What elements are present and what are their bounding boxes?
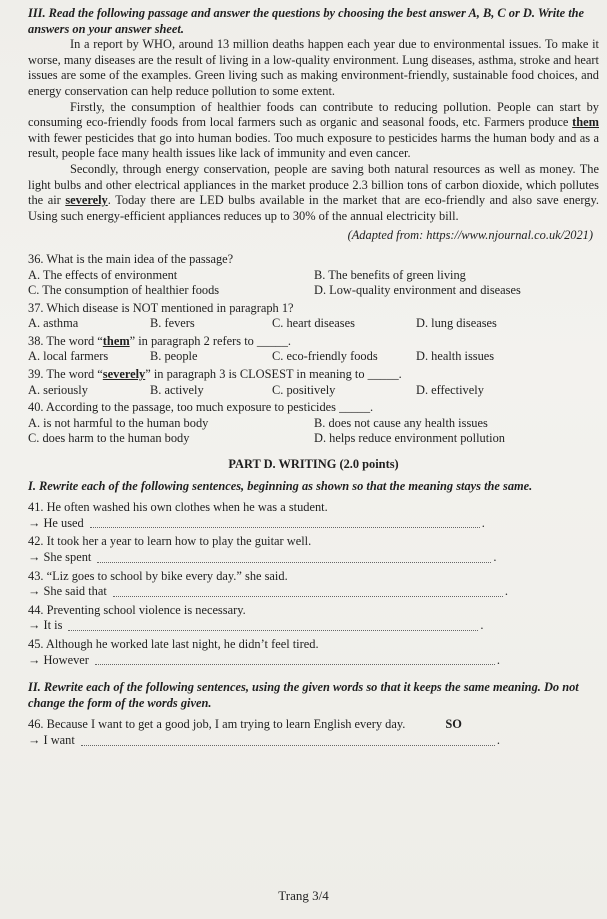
question-46-text: 46. Because I want to get a good job, I am trying to learn English every day. <box>28 717 406 732</box>
rewrite-question: 41. He often washed his own clothes when he was a student. <box>28 500 328 515</box>
answer-start-46: → I want <box>28 732 75 747</box>
rewrite-question: 44. Preventing school violence is necessary. <box>28 602 246 617</box>
answer-line <box>28 516 599 532</box>
option-row <box>28 383 599 399</box>
answer-blank[interactable] <box>97 562 491 563</box>
answer-option[interactable]: C. eco-friendly foods <box>272 349 378 364</box>
p3-text-a: Secondly, through energy conservation, people are saving both natural resources as well as money. The light bulbs and other electrical appliances in the market produce 2.3 billion tons of carbon dioxide, which pollutes the air <box>28 161 599 208</box>
answer-option[interactable]: A. The effects of environment <box>28 267 178 282</box>
answer-option[interactable]: A. seriously <box>28 382 88 397</box>
answer-blank[interactable] <box>68 630 478 631</box>
answer-line <box>28 653 599 669</box>
passage-source: (Adapted from: https://www.njournal.co.uk/2021) <box>347 228 593 243</box>
option-row <box>28 316 599 332</box>
answer-start: → She spent <box>28 550 92 564</box>
answer-end-dot: . <box>496 732 500 747</box>
answer-end-dot: . <box>496 652 501 667</box>
question-stem <box>28 301 599 317</box>
answer-start: → It is <box>28 618 63 633</box>
answer-option[interactable]: B. actively <box>150 382 204 397</box>
option-row <box>28 283 599 299</box>
answer-option[interactable]: D. lung diseases <box>416 316 497 331</box>
answer-option[interactable]: C. The consumption of healthier foods <box>28 283 220 298</box>
stem-text: 39. The word “ <box>28 367 103 382</box>
part-d-instruction-1: I. Rewrite each of the following sentences, beginning as shown so that the meaning stays the same. <box>28 478 533 493</box>
answer-line <box>28 618 599 634</box>
answer-option[interactable]: D. health issues <box>416 349 495 364</box>
p3-text-b: . Today there are LED bulbs available in the market that are eco-friendly and also save energy. Using such energy-efficient appliances reduces up to 30% of the annual electricity bill. <box>28 193 599 223</box>
answer-blank[interactable] <box>113 596 503 597</box>
p2-text-a: Firstly, the consumption of healthier foods can contribute to reducing pollution. People can start by consuming eco-friendly foods from local farmers such as organic and seasonal foods, etc. Farmers produce <box>28 99 599 130</box>
question-stem <box>28 334 599 350</box>
answer-option[interactable]: B. The benefits of green living <box>314 267 466 282</box>
answer-start: → She said that <box>28 584 107 599</box>
question-stem <box>28 252 599 268</box>
answer-blank[interactable] <box>90 527 480 528</box>
answer-option[interactable]: D. Low-quality environment and diseases <box>314 283 521 298</box>
answer-blank-46[interactable] <box>81 745 495 746</box>
answer-option[interactable]: B. fevers <box>150 316 195 331</box>
question-46 <box>28 717 599 733</box>
stem-highlight-word: severely <box>102 367 146 382</box>
question-list <box>28 252 599 447</box>
rewrite-question: 42. It took her a year to learn how to play the guitar well. <box>28 534 312 549</box>
option-row <box>28 431 599 447</box>
answer-option[interactable]: C. positively <box>272 382 336 397</box>
answer-line-46 <box>28 733 599 749</box>
stem-text: 38. The word “ <box>28 333 103 348</box>
stem-text: 37. Which disease is NOT mentioned in paragraph 1? <box>28 300 294 315</box>
answer-option[interactable]: B. does not cause any health issues <box>314 415 488 430</box>
p3-highlight-word: severely <box>65 193 108 208</box>
answer-start: → He used <box>28 515 84 530</box>
part-d-title: PART D. WRITING (2.0 points) <box>228 457 399 472</box>
stem-highlight-word: them <box>102 333 130 348</box>
answer-line <box>28 550 599 566</box>
answer-start: → However <box>28 652 89 667</box>
answer-end-dot: . <box>493 550 497 564</box>
passage-paragraph-3 <box>28 162 599 224</box>
option-row <box>28 416 599 432</box>
answer-option[interactable]: B. people <box>150 349 198 364</box>
answer-option[interactable]: C. does harm to the human body <box>28 431 190 446</box>
answer-option[interactable]: A. local farmers <box>28 349 109 364</box>
question-stem <box>28 367 599 383</box>
answer-option[interactable]: A. asthma <box>28 316 79 331</box>
answer-option[interactable]: D. helps reduce environment pollution <box>314 431 505 446</box>
answer-end-dot: . <box>504 584 508 599</box>
answer-end-dot: . <box>480 618 484 633</box>
passage-paragraph-1: In a report by WHO, around 13 million deaths happen each year due to environmental issues. To make it worse, many diseases are the result of living in a low-quality environment. Lung diseases, asthma, stroke and heart issues are some of the examples. Green living such as making environment-friendly, sustainable food choices, and energy conservation can help reduce pollution to some extent. <box>28 37 599 98</box>
stem-text-after: ” in paragraph 2 refers to _____. <box>129 333 292 348</box>
p2-text-b: with fewer pesticides that go into human bodies. Too much exposure to pesticides harms the human body and as a result, people face many health issues like lack of immunity and even cancer. <box>28 130 599 161</box>
option-row <box>28 349 599 365</box>
part-d-instruction-2: II. Rewrite each of the following sentences, using the given words so that it keeps the same meaning. Do not change the form of the words given. <box>28 680 579 710</box>
answer-line <box>28 584 599 600</box>
p2-highlight-word: them <box>572 115 599 130</box>
rewrite-list <box>28 500 599 668</box>
answer-option[interactable]: A. is not harmful to the human body <box>28 415 209 430</box>
passage-paragraph-2 <box>28 100 599 162</box>
stem-text: 40. According to the passage, too much exposure to pesticides _____. <box>28 400 374 415</box>
option-row <box>28 268 599 284</box>
section-heading: III. Read the following passage and answer the questions by choosing the best answer A, B, C or D. Write the answers on your answer sheet. <box>28 6 585 36</box>
answer-option[interactable]: D. effectively <box>416 382 484 397</box>
rewrite-question: 43. “Liz goes to school by bike every day.” she said. <box>28 568 288 583</box>
page-number: Trang 3/4 <box>278 888 329 903</box>
answer-blank[interactable] <box>95 664 495 665</box>
given-word: SO <box>445 717 462 732</box>
answer-option[interactable]: C. heart diseases <box>272 316 355 331</box>
stem-text-after: ” in paragraph 3 is CLOSEST in meaning to _____. <box>145 367 402 382</box>
question-stem <box>28 400 599 416</box>
stem-text: 36. What is the main idea of the passage? <box>28 251 234 266</box>
answer-end-dot: . <box>481 515 485 530</box>
rewrite-question: 45. Although he worked late last night, he didn’t feel tired. <box>28 636 319 651</box>
